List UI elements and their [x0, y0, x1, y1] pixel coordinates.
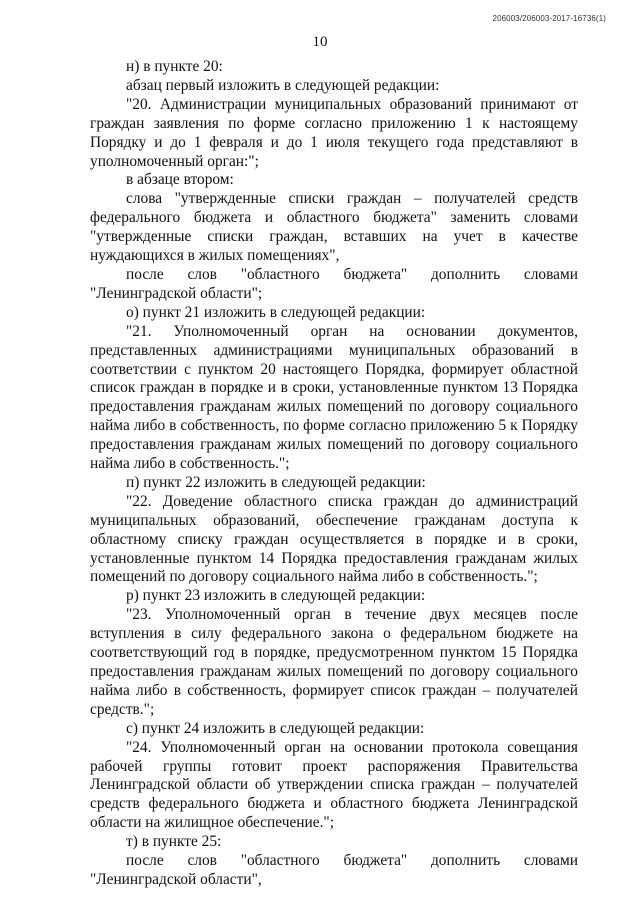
page-number: 10 — [312, 34, 328, 50]
document-body — [90, 58, 578, 890]
paragraph: с) пункт 24 изложить в следующей редакции: — [126, 719, 425, 737]
paragraph: "21. Уполномоченный орган на основании документов, представленных администрациями муниципальных образований в соответствии с пунктом 20 настоящего Порядка, формирует областной список граждан в порядке и в сроки, установленные пунктом 13 Порядка предоставления гражданам жилых помещений по договору социального найма либо в собственность, по форме согласно приложению 5 к Порядку предоставления гражданам жилых помещений по договору социального найма либо в собственность."; — [90, 322, 578, 473]
paragraph: п) пункт 22 изложить в следующей редакции: — [126, 473, 426, 491]
paragraph: "22. Доведение областного списка граждан до администраций муниципальных образований, обеспечение гражданам доступа к областному списку граждан осуществляется в порядке и в сроки, установленные пунктом 14 Порядка предоставления гражданам жилых помещений по договору социального найма либо в собственность."; — [90, 492, 578, 586]
paragraph: р) пункт 23 изложить в следующей редакции: — [126, 587, 426, 605]
paragraph: после слов "областного бюджета" дополнить словами "Ленинградской области"; — [90, 265, 578, 302]
paragraph: "24. Уполномоченный орган на основании протокола совещания рабочей группы готовит проект распоряжения Правительства Ленинградской области об утверждении списка граждан – получателей средств федерального бюджета и областного бюджета Ленинградской области на жилищное обеспечение."; — [90, 738, 578, 832]
paragraph: в абзаце втором: — [126, 171, 234, 189]
document-code: 206003/206003-2017-16736(1) — [492, 14, 606, 23]
paragraph: н) в пункте 20: — [126, 58, 223, 75]
paragraph: т) в пункте 25: — [126, 833, 222, 851]
paragraph: о) пункт 21 изложить в следующей редакции: — [126, 303, 426, 321]
paragraph: абзац первый изложить в следующей редакции: — [126, 76, 440, 94]
paragraph: слова "утвержденные списки граждан – получателей средств федерального бюджета и областного бюджета" заменить словами "утвержденные списки граждан, вставших на учет в качестве нуждающихся в жилых помещениях", — [90, 190, 578, 265]
paragraph: "23. Уполномоченный орган в течение двух месяцев после вступления в силу федерального закона о федеральном бюджете на соответствующий год в порядке, предусмотренном пунктом 15 Порядка предоставления гражданам жилых помещений по договору социального найма либо в собственность, формирует список граждан – получателей средств."; — [90, 606, 578, 718]
paragraph: "20. Администрации муниципальных образований принимают от граждан заявления по форме согласно приложению 1 к настоящему Порядку и до 1 февраля и до 1 июля текущего года представляют в уполномоченный орган:"; — [90, 95, 578, 170]
paragraph: после слов "областного бюджета" дополнить словами "Ленинградской области", — [90, 852, 578, 888]
